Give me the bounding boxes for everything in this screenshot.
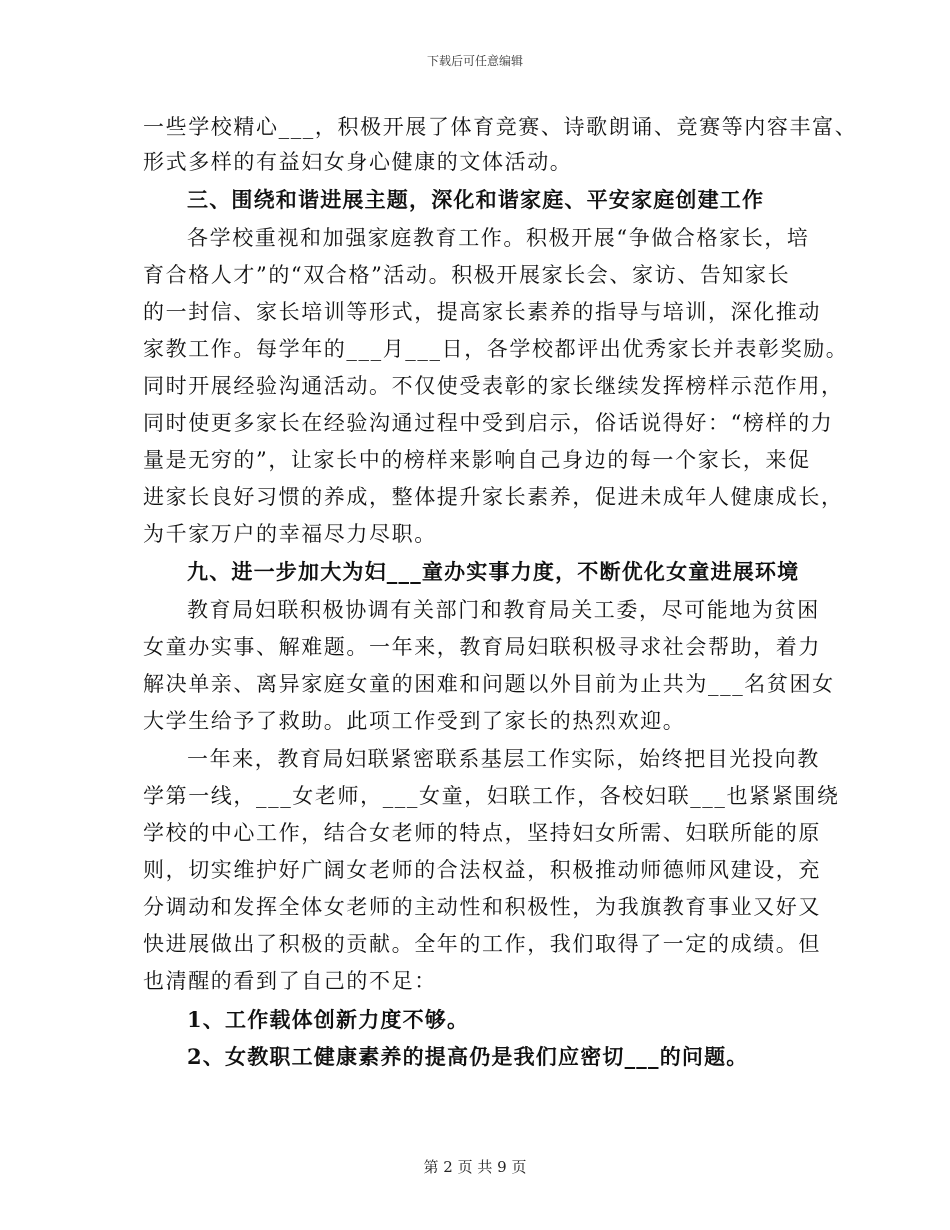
section-heading: 三、围绕和谐进展主题，深化和谐家庭、平安家庭创建工作 bbox=[187, 187, 765, 212]
page-header: 下载后可任意编辑 bbox=[426, 54, 523, 68]
paragraph-line: 分调动和发挥全体女老师的主动性和积极性，为我旗教育事业又好又 bbox=[143, 895, 821, 919]
paragraph-line: 同时开展经验沟通活动。不仅使受表彰的家长继续发挥榜样示范作用， bbox=[143, 374, 844, 398]
section-heading: 九、进一步加大为妇___童办实事力度，不断优化女童进展环境 bbox=[187, 559, 800, 584]
paragraph-line: 家教工作。每学年的___月___日，各学校都评出优秀家长并表彰奖励。 bbox=[143, 337, 849, 361]
paragraph-line: 进家长良好习惯的养成，整体提升家长素养，促进未成年人健康成长， bbox=[143, 485, 844, 509]
paragraph-line: 则，切实维护好广阔女老师的合法权益，积极推动师德师风建设，充 bbox=[143, 858, 821, 882]
list-item: 1、工作载体创新力度不够。 bbox=[187, 1007, 470, 1032]
paragraph-line: 一些学校精心___，积极开展了体育竞赛、诗歌朗诵、竞赛等内容丰富、 bbox=[143, 115, 858, 139]
page-footer: 第 2 页 共 9 页 bbox=[423, 1158, 527, 1176]
list-item: 2、女教职工健康素养的提高仍是我们应密切___的问题。 bbox=[187, 1044, 749, 1069]
paragraph-line: 学第一线，___女老师，___女童，妇联工作，各校妇联___也紧紧围绕 bbox=[143, 784, 840, 808]
paragraph-line: 形式多样的有益妇女身心健康的文体活动。 bbox=[143, 150, 573, 174]
paragraph-line: 各学校重视和加强家庭教育工作。积极开展“争做合格家长，培 bbox=[187, 226, 810, 250]
paragraph-line: 育合格人才”的“双合格”活动。积极开展家长会、家访、告知家长 bbox=[143, 263, 791, 287]
paragraph-line: 大学生给予了救助。此项工作受到了家长的热烈欢迎。 bbox=[143, 709, 686, 733]
paragraph-line: 学校的中心工作，结合女老师的特点，坚持妇女所需、妇联所能的原 bbox=[143, 821, 821, 845]
paragraph-line: 一年来，教育局妇联紧密联系基层工作实际，始终把目光投向教 bbox=[187, 747, 820, 771]
paragraph-line: 同时使更多家长在经验沟通过程中受到启示，俗话说得好：“榜样的力 bbox=[143, 411, 834, 435]
paragraph-line: 为千家万户的幸福尽力尽职。 bbox=[143, 522, 437, 546]
paragraph-line: 也清醒的看到了自己的不足： bbox=[143, 969, 437, 993]
paragraph-line: 量是无穷的”，让家长中的榜样来影响自己身边的每一个家长，来促 bbox=[143, 448, 811, 472]
paragraph-line: 解决单亲、离异家庭女童的困难和问题以外目前为止共为___名贫困女 bbox=[143, 672, 835, 696]
paragraph-line: 快进展做出了积极的贡献。全年的工作，我们取得了一定的成绩。但 bbox=[143, 932, 821, 956]
paragraph-line: 女童办实事、解难题。一年来，教育局妇联积极寻求社会帮助，着力 bbox=[143, 635, 821, 659]
paragraph-line: 的一封信、家长培训等形式，提高家长素养的指导与培训，深化推动 bbox=[143, 300, 821, 324]
paragraph-line: 教育局妇联积极协调有关部门和教育局关工委，尽可能地为贫困 bbox=[187, 598, 820, 622]
